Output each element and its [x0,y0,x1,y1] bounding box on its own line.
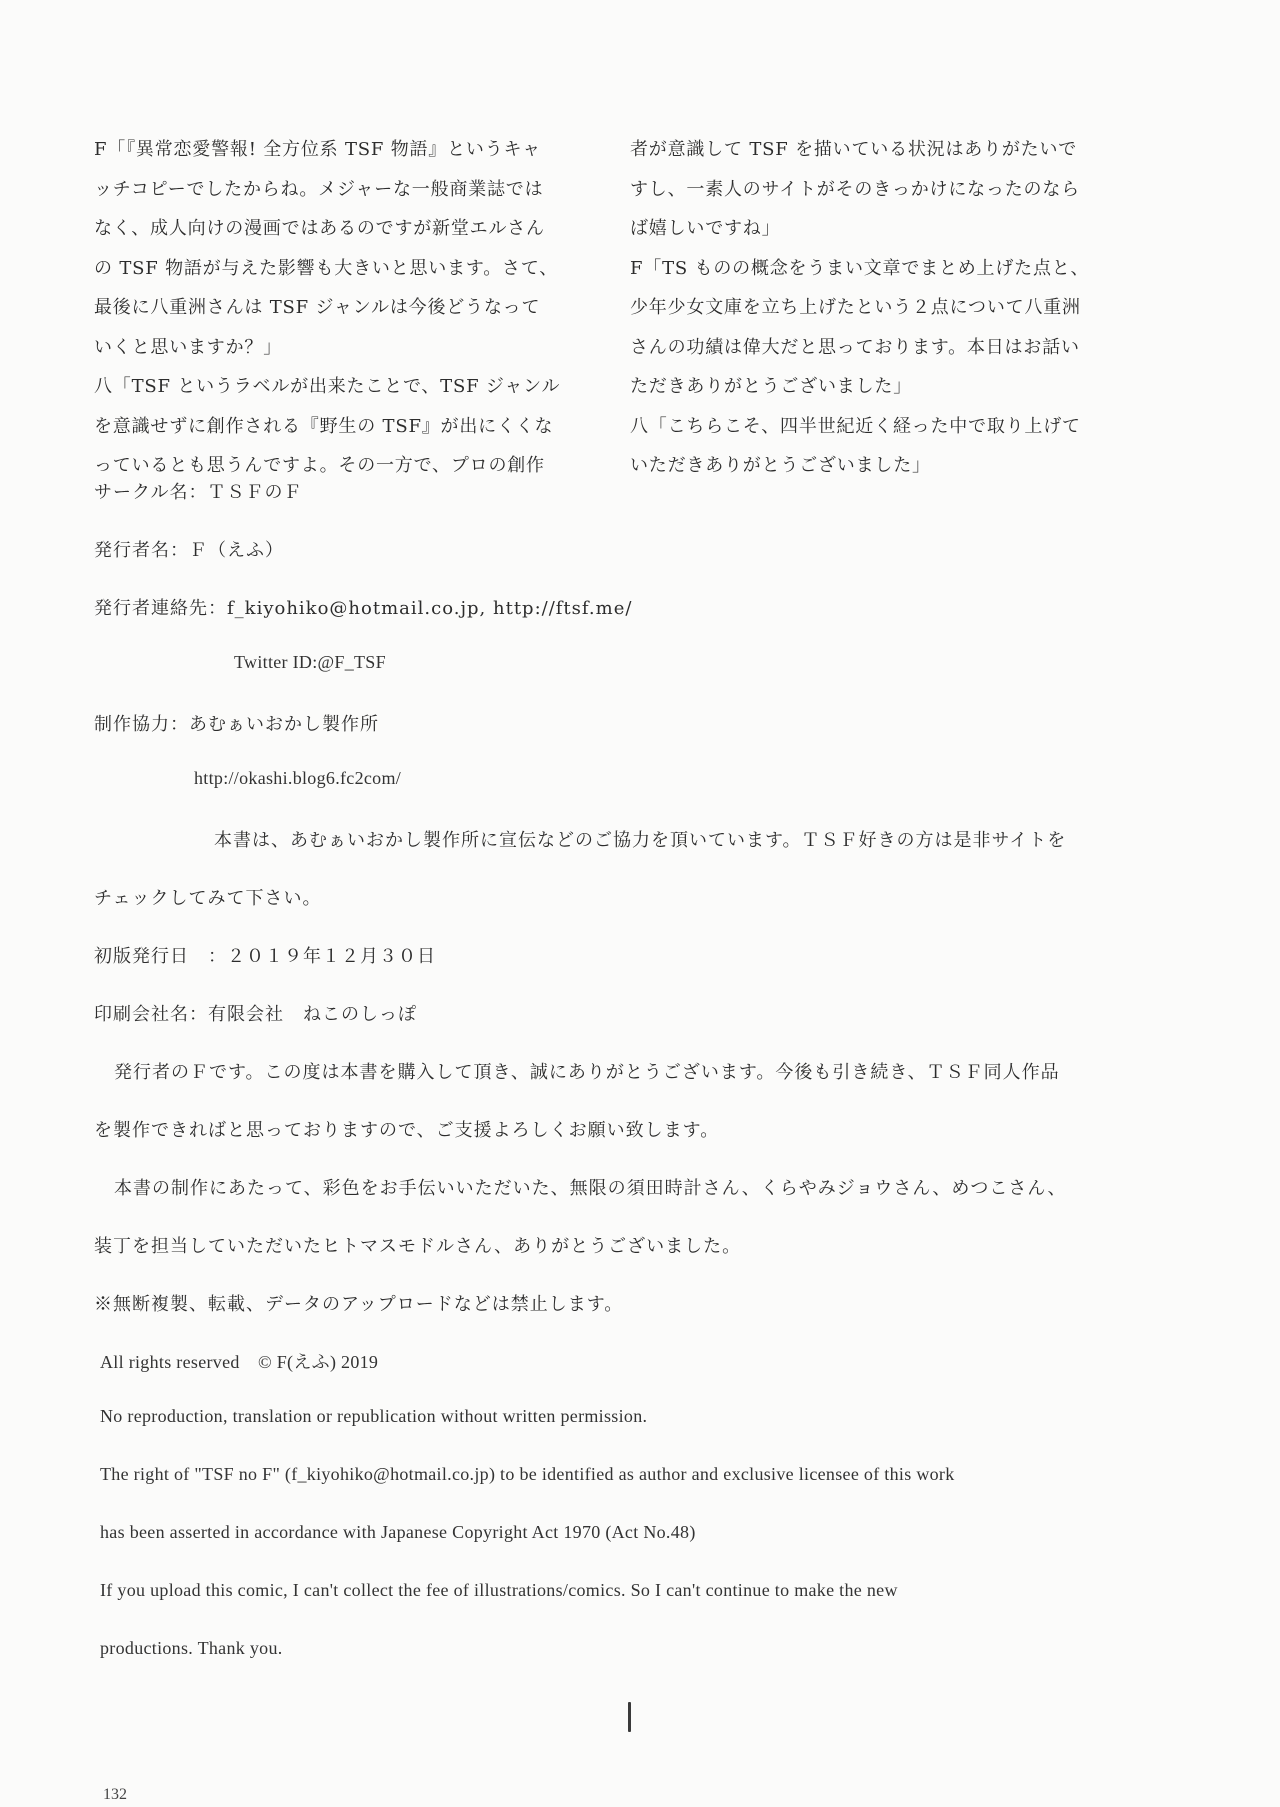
prohibition-notice: ※無断複製、転載、データのアップロードなどは禁止します。 [94,1294,624,1315]
publisher-greeting-line: 発行者のＦです。この度は本書を購入して頂き、誠にありがとうございます。今後も引き続き、ＴＳＦ同人作品 [114,1062,1060,1083]
copyright-notice: All rights reserved © F(えふ) 2019 [100,1352,379,1372]
publisher-contact: 発行者連絡先：f_kiyohiko@hotmail.co.jp, http://ftsf.me/ [94,598,633,619]
interview-line: 少年少女文庫を立ち上げたという２点について八重洲 [630,297,1081,318]
interview-line: いくと思いますか？」 [94,336,282,358]
interview-line: なく、成人向けの漫画ではあるのですが新堂エルさん [94,218,545,239]
interview-line: 最後に八重洲さんは TSF ジャンルは今後どうなって [94,297,541,318]
production-cooperation: 制作協力：あむぁいおかし製作所 [94,714,379,735]
cooperation-thanks-line: 本書は、あむぁいおかし製作所に宣伝などのご協力を頂いています。ＴＳＦ好きの方は是非サイトを [214,830,1067,851]
credits-line: 装丁を担当していただいたヒトマスモドルさん、ありがとうございました。 [94,1236,742,1257]
upload-notice-line: If you upload this comic, I can't collect the fee of illustrations/comics. So I can't continue to make the new [100,1580,898,1600]
interview-line: ただきありがとうございました」 [630,376,912,397]
rights-assertion-line: has been asserted in accordance with Japanese Copyright Act 1970 (Act No.48) [100,1522,696,1542]
interview-line: 八「こちらこそ、四半世紀近く経った中で取り上げて [630,415,1081,437]
upload-notice-line: productions. Thank you. [100,1638,283,1658]
no-reproduction-notice: No reproduction, translation or republication without written permission. [100,1406,648,1426]
interview-line: F「TS ものの概念をうまい文章でまとめ上げた点と、 [630,257,1090,279]
rights-assertion-line: The right of "TSF no F" (f_kiyohiko@hotmail.co.jp) to be identified as author and exclusive licensee of this work [100,1464,955,1484]
publisher-name: 発行者名：Ｆ（えふ） [94,540,284,561]
twitter-id: Twitter ID:@F_TSF [234,652,386,672]
circle-name: サークル名：ＴＳＦのＦ [94,482,303,503]
credits-line: 本書の制作にあたって、彩色をお手伝いいただいた、無限の須田時計さん、くらやみジョウさん、めつこさん、 [114,1178,1067,1199]
page-number: 132 [103,1786,127,1803]
interview-line: ば嬉しいですね」 [630,218,781,239]
interview-line: ッチコピーでしたからね。メジャーな一般商業誌では [94,178,544,200]
interview-column-right [630,130,1108,486]
interview-line: を意識せずに創作される『野生の TSF』が出にくくな [94,415,554,437]
interview-line: さんの功績は偉大だと思っております。本日はお話い [630,336,1080,358]
first-edition-date: 初版発行日 ：２０１９年１２月３０日 [94,946,436,967]
publisher-greeting-line: を製作できればと思っておりますので、ご支援よろしくお願い致します。 [94,1120,720,1141]
interview-line: F「『異常恋愛警報! 全方位系 TSF 物語』というキャ [94,139,542,160]
interview-line: の TSF 物語が与えた影響も大きいと思います。さて、 [94,257,559,279]
interview-line: っているとも思うんですよ。その一方で、プロの創作 [94,455,545,476]
printing-company: 印刷会社名：有限会社 ねこのしっぽ [94,1004,417,1025]
center-mark [628,1702,631,1732]
interview-line: 者が意識して TSF を描いている状況はありがたいで [630,139,1078,160]
interview-line: 八「TSF というラベルが出来たことで、TSF ジャンル [94,376,561,397]
cooperation-thanks-line: チェックしてみて下さい。 [94,888,322,909]
interview-line: すし、一素人のサイトがそのきっかけになったのなら [630,178,1080,200]
interview-column-left [94,130,572,486]
cooperation-url: http://okashi.blog6.fc2com/ [194,768,402,788]
interview-line: いただきありがとうございました」 [630,455,931,476]
